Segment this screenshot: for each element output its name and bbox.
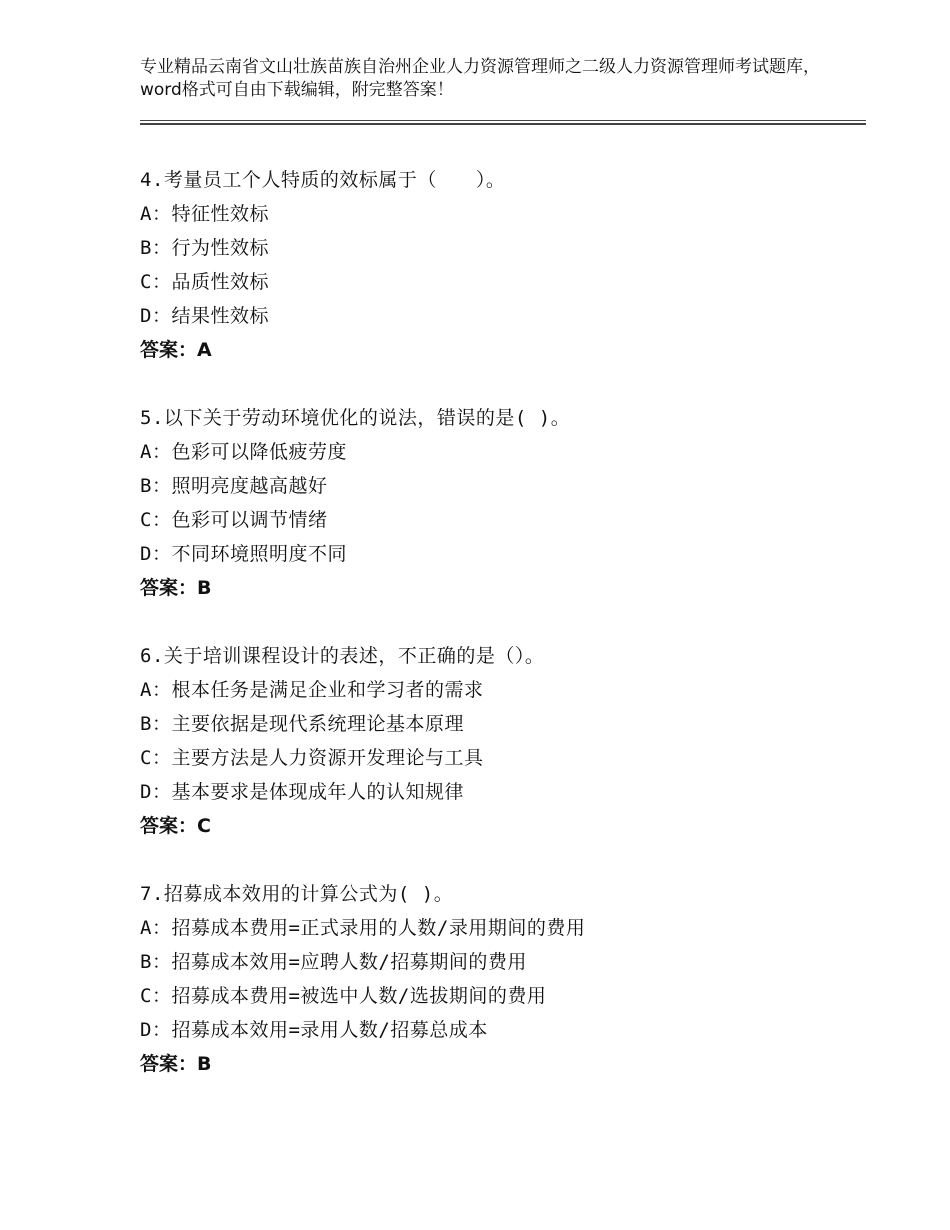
question-stem: 7.招募成本效用的计算公式为( )。	[140, 883, 454, 905]
answer: 答案：B	[140, 577, 212, 599]
answer: 答案：A	[140, 339, 212, 361]
option-b: B：照明亮度越高越好	[140, 475, 328, 497]
option-a: A：色彩可以降低疲劳度	[140, 441, 347, 463]
answer: 答案：B	[140, 1053, 212, 1075]
document-title: 专业精品云南省文山壮族苗族自治州企业人力资源管理师之二级人力资源管理师考试题库，word格式可自由下载编辑，附完整答案！	[140, 57, 820, 100]
option-a: A：特征性效标	[140, 203, 269, 225]
question-list	[140, 163, 866, 1115]
option-c: C：品质性效标	[140, 271, 269, 293]
option-b: B：招募成本效用=应聘人数/招募期间的费用	[140, 951, 527, 973]
question-item	[140, 163, 866, 367]
option-d: D：招募成本效用=录用人数/招募总成本	[140, 1019, 488, 1041]
option-d: D：基本要求是体现成年人的认知规律	[140, 781, 464, 803]
option-b: B：主要依据是现代系统理论基本原理	[140, 713, 464, 735]
question-item	[140, 401, 866, 605]
answer: 答案：C	[140, 815, 211, 837]
question-stem: 4.考量员工个人特质的效标属于（ ）。	[140, 169, 506, 191]
option-c: C：色彩可以调节情绪	[140, 509, 328, 531]
header-divider	[140, 120, 866, 125]
option-a: A：招募成本费用=正式录用的人数/录用期间的费用	[140, 917, 586, 939]
option-c: C：招募成本费用=被选中人数/选拔期间的费用	[140, 985, 547, 1007]
question-item	[140, 877, 866, 1081]
question-stem: 6.关于培训课程设计的表述，不正确的是（）。	[140, 645, 545, 667]
option-d: D：不同环境照明度不同	[140, 543, 347, 565]
option-c: C：主要方法是人力资源开发理论与工具	[140, 747, 484, 769]
question-item	[140, 639, 866, 843]
question-stem: 5.以下关于劳动环境优化的说法，错误的是( )。	[140, 407, 571, 429]
option-a: A：根本任务是满足企业和学习者的需求	[140, 679, 484, 701]
document-header	[140, 56, 840, 102]
option-b: B：行为性效标	[140, 237, 269, 259]
option-d: D：结果性效标	[140, 305, 269, 327]
